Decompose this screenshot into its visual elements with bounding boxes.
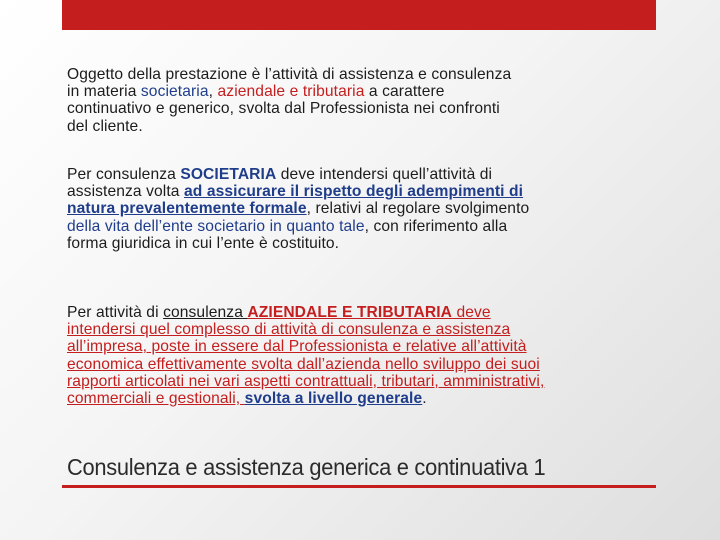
p2-adempimenti-emphasis: ad assicurare il rispetto degli adempimenti di natura prevalentemente formale: [67, 183, 524, 218]
header-accent-bar: [62, 0, 656, 30]
p1-aziendale-tributaria: aziendale e tributaria: [217, 83, 365, 101]
p1-societaria: societaria: [140, 83, 209, 101]
p1-text-c: ,: [208, 83, 218, 101]
p2-vita-ente: della vita dell’ente societario in quanto tale: [67, 217, 365, 235]
p2-text-g: , con riferimento alla forma giuridica in cui l’ente è costituito.: [67, 217, 508, 252]
p2-text-a: Per consulenza: [67, 166, 181, 183]
p1-text-a: Oggetto della prestazione è l’attività di assistenza e consulenza in materia: [67, 66, 512, 101]
p1-text-e: a carattere continuativo e generico, svolta dal Professionista nei confronti del cliente.: [67, 83, 500, 135]
p2-text-e: , relativi al regolare svolgimento: [306, 200, 530, 218]
slide-title: Consulenza e assistenza generica e continuativa 1: [67, 454, 546, 480]
paragraph-scope: [67, 66, 647, 135]
p3-text-a: Per attività di: [67, 304, 164, 321]
p3-consulenza: consulenza: [163, 304, 243, 321]
paragraph-societaria: [67, 166, 647, 252]
paragraph-aziendale-tributaria: [67, 304, 647, 407]
p3-aziendale-keyword: AZIENDALE E TRIBUTARIA: [247, 304, 453, 321]
p3-definition: deve intendersi quel complesso di attività di consulenza e assistenza all’impresa, poste in essere dal Professionista e relative all’attività economica effettivamente svolta dall’azienda nello sviluppo dei suoi rapporti articolati nei vari aspetti contrattuali, tributari, amministrativi, commerciali e gestionali,: [67, 304, 545, 408]
p3-period: .: [422, 390, 427, 408]
p2-societaria-keyword: SOCIETARIA: [180, 166, 277, 183]
p3-livello-generale: svolta a livello generale: [244, 390, 423, 408]
p2-text-c: deve intendersi quell’attività di assistenza volta: [67, 166, 493, 201]
title-underline-rule: [62, 485, 656, 488]
